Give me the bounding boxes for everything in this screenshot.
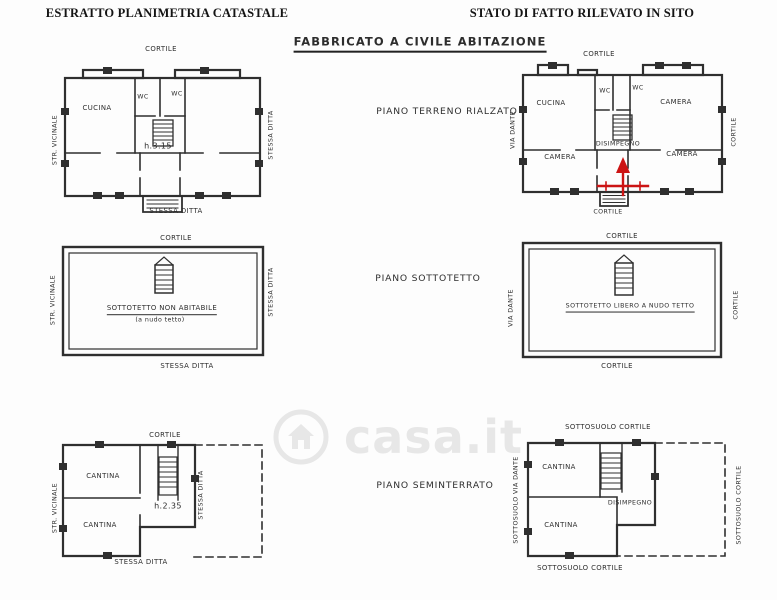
right-column-title: STATO DI FATTO RILEVATO IN SITO [469,6,695,20]
watermark-text: casa.it [344,410,523,464]
label-cortile: CORTILE [730,117,738,147]
label-stessa-ditta: STESSA DITTA [160,362,214,371]
label-cortile: CORTILE [149,431,181,440]
label-stessa-ditta: STESSA DITTA [267,267,275,317]
room-label-camera: CAMERA [666,150,698,159]
left-column-title: ESTRATTO PLANIMETRIA CATASTALE [45,6,289,20]
label-sottosuolo-via-dante: SOTTOSUOLO VIA DANTE [512,456,520,544]
entrance-marker [598,157,648,195]
label-sottosuolo-cortile: SOTTOSUOLO CORTILE [537,564,623,573]
label-sottosuolo-cortile: SOTTOSUOLO CORTILE [735,465,743,545]
label-cortile: CORTILE [601,362,633,371]
catastale-ground-plan-drawing [51,58,270,216]
catastale-basement-plan-drawing [51,433,270,565]
room-label-disimpegno: DISIMPEGNO [595,140,641,148]
label-str-vicinale: STR. VICINALE [49,274,57,326]
catastale-attic-plan-drawing [60,243,270,363]
room-label-cucina: CUCINA [82,104,112,113]
room-label-wc: WC [599,87,611,95]
label-via-dante: VIA DANTE [507,289,515,327]
room-label-cantina: CANTINA [83,521,117,530]
label-str-vicinale: STR. VICINALE [51,114,59,166]
label-stessa-ditta: STESSA DITTA [197,470,205,520]
label-sottotetto-non-abitabile: SOTTOTETTO NON ABITABILE [107,305,217,315]
room-label-cantina: CANTINA [86,472,120,481]
room-label-cantina: CANTINA [542,463,576,472]
stato-ground-plan-drawing [510,58,730,210]
label-str-vicinale: STR. VICINALE [51,482,59,534]
room-label-cucina: CUCINA [536,99,566,108]
room-label-camera: CAMERA [660,98,692,107]
room-label-wc: WC [137,93,149,101]
room-label-cantina: CANTINA [544,521,578,530]
height-annotation: h.2.35 [154,501,182,511]
room-label-camera: CAMERA [544,153,576,162]
room-label-disimpegno: DISIMPEGNO [607,499,653,507]
label-cortile: CORTILE [160,234,192,243]
label-cortile: CORTILE [145,45,177,54]
label-stessa-ditta: STESSA DITTA [149,207,203,216]
label-sottotetto-libero: SOTTOTETTO LIBERO A NUDO TETTO [566,304,695,313]
room-label-wc: WC [171,90,183,98]
floor-label-piano-seminterrato: PIANO SEMINTERRATO [376,479,494,491]
label-via-dante: VIA DANTE [509,111,517,149]
house-in-circle-icon [272,408,330,466]
room-label-wc: WC [632,84,644,92]
label-cortile: CORTILE [583,50,615,59]
label-cortile: CORTILE [732,290,740,320]
floor-label-piano-sottotetto: PIANO SOTTOTETTO [375,272,481,284]
label-stessa-ditta: STESSA DITTA [267,110,275,160]
label-cortile: CORTILE [606,232,638,241]
watermark [272,408,523,466]
label-a-nudo-tetto: (a nudo tetto) [135,316,185,324]
label-cortile: CORTILE [593,208,623,216]
building-type-heading: FABBRICATO A CIVILE ABITAZIONE [294,36,547,53]
label-stessa-ditta: STESSA DITTA [114,558,168,567]
floor-label-piano-terreno: PIANO TERRENO RIALZATO [376,105,518,117]
height-annotation: h.3.15 [144,141,172,151]
label-sottosuolo-cortile: SOTTOSUOLO CORTILE [565,423,651,432]
